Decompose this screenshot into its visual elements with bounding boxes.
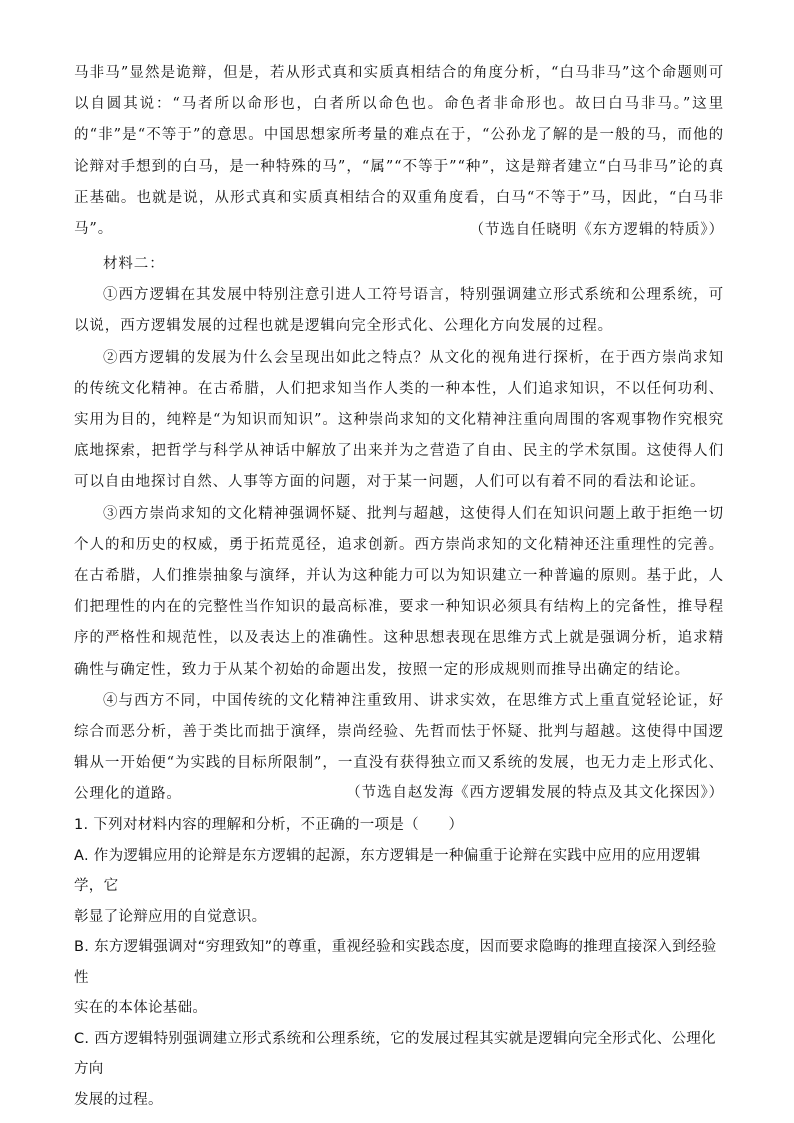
material2-source-wrap	[74, 778, 724, 809]
material2-section	[74, 249, 724, 811]
question-1	[74, 810, 724, 1115]
material2-label: 材料二：	[103, 256, 165, 272]
material2-source: （节选自赵发海《西方逻辑发展的特点及其文化探因》）	[346, 785, 724, 801]
material2-paragraph-3: ③西方崇尚求知的文化精神强调怀疑、批判与超越，这使得人们在知识问题上敢于拒绝一切个人的和历史的权威，勇于拓荒觅径，追求创新。西方崇尚求知的文化精神还注重理性的完善。在古希腊，人们推崇抽象与演绎，并认为这种能力可以为知识建立一种普遍的原则。基于此，人们把理性的内在的完整性当作知识的最高标准，要求一种知识必须具有结构上的完备性，推导程序的严格性和规范性，以及表达上的准确性。这种思想表现在思维方式上就是强调分析，追求精确性与确定性，致力于从某个初始的命题出发，按照一定的形成规则而推导出确定的结论。	[74, 505, 724, 678]
option-c-line1[interactable]: C. 西方逻辑特别强调建立形式系统和公理系统，它的发展过程其实就是逻辑向完全形式化、公理化方向	[74, 1030, 716, 1077]
material2-paragraph-2: ②西方逻辑的发展为什么会呈现出如此之特点？从文化的视角进行探析，在于西方崇尚求知的传统文化精神。在古希腊，人们把求知当作人类的一种本性，人们追求知识，不以任何功利、实用为目的，纯粹是“为知识而知识”。这种崇尚求知的文化精神注重向周围的客观事物作究根究底地探索，把哲学与科学从神话中解放了出来并为之营造了自由、民主的学术氛围。这使得人们可以自由地探讨自然、人事等方面的问题，对于某一问题，人们可以有着不同的看法和论证。	[74, 349, 724, 491]
material1-source: （节选自任晓明《东方逻辑的特质》）	[469, 222, 724, 238]
material1-source-wrap	[74, 215, 724, 246]
material1-paragraph: 马非马”显然是诡辩，但是，若从形式真和实质真相结合的角度分析，“白马非马”这个命题则可以自圆其说：“马者所以命形也，白者所以命色也。命色者非命形也。故曰白马非马。”这里的“非”是“不等于”的意思。中国思想家所考量的难点在于，“公孙龙了解的是一般的马，而他的论辩对手想到的白马，是一种特殊的马”，“属”“不等于”“种”，这是辩者建立“白马非马”论的真正基础。也就是说，从形式真和实质真相结合的双重角度看，白马“不等于”马，因此，“白马非马”。	[74, 65, 724, 238]
option-b-line2[interactable]: 实在的本体论基础。	[74, 1000, 208, 1016]
option-c-line2[interactable]: 发展的过程。	[74, 1091, 163, 1108]
material2-paragraph-1: ①西方逻辑在其发展中特别注意引进人工符号语言，特别强调建立形式系统和公理系统，可以说，西方逻辑发展的过程也就是逻辑向完全形式化、公理化方向发展的过程。	[74, 287, 724, 335]
option-a-line2[interactable]: 彰显了论辩应用的自觉意识。	[74, 908, 267, 925]
option-b-line1[interactable]: B. 东方逻辑强调对“穷理致知”的尊重，重视经验和实践态度，因而要求隐晦的推理直接深入到经验性	[74, 939, 717, 986]
question-stem: 1. 下列对材料内容的理解和分析，不正确的一项是（ ）	[74, 817, 464, 833]
material2-paragraph-4: ④与西方不同，中国传统的文化精神注重致用、讲求实效，在思维方式上重直觉轻论证，好综合而恶分析，善于类比而拙于演绎，崇尚经验、先哲而怯于怀疑、批判与超越。这使得中国逻辑从一开始便“为实践的目标所限制”，一直没有获得独立而又系统的发展，也无力走上形式化、公理化的道路。	[74, 692, 724, 803]
option-a-line1[interactable]: A. 作为逻辑应用的论辩是东方逻辑的起源，东方逻辑是一种偏重于论辩在实践中应用的应用逻辑学，它	[74, 847, 701, 894]
